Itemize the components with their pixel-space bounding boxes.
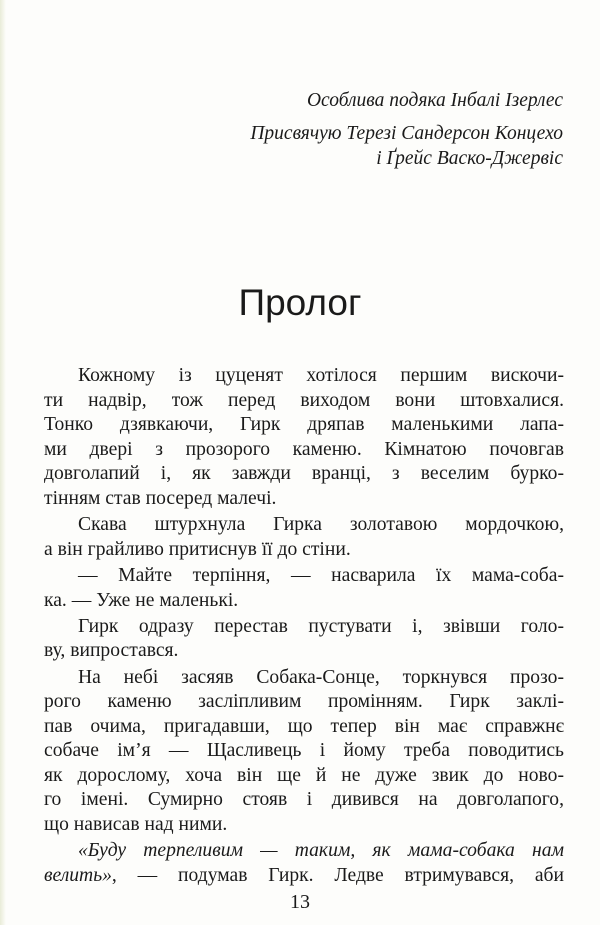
text-line: [44, 864, 564, 889]
text-line: [44, 538, 564, 563]
text-line: [44, 615, 564, 640]
dedication-line-2: і Ґрейс Васко-Джервіс: [376, 148, 563, 169]
line-text: тінням став посеред малечі.: [44, 487, 277, 509]
line-text: На небі засяяв Собака-Сонце, торкнувся прозо-: [78, 666, 564, 688]
dedication-thanks: Особлива подяка Інбалі Ізерлес: [306, 90, 563, 111]
dedication-line-1: Присвячую Терезі Сандерсон Концехо: [250, 123, 563, 144]
text-line: [44, 666, 564, 691]
line-text: Кожному із цуценят хотілося першим вискочи-: [78, 365, 564, 386]
text-line: [44, 764, 564, 789]
chapter-title: Пролог: [238, 282, 362, 323]
page-number: 13: [290, 891, 310, 913]
text-line: [44, 589, 564, 614]
text-line: [44, 839, 564, 864]
line-text: пав очима, пригадавши, що тепер він має справжнє: [44, 715, 564, 737]
line-text: собаче ім’я — Щасливець і йому треба поводитись: [44, 740, 564, 762]
text-line: [44, 788, 564, 813]
body-text: [44, 364, 564, 888]
line-text: — Майте терпіння, — насварила їх мама-соба-: [78, 564, 564, 586]
line-text: довголапий і, як завжди вранці, з веселим бурко-: [44, 463, 564, 485]
text-line: [44, 715, 564, 740]
line-text: Тонко дзявкаючи, Гирк дряпав маленькими лапа-: [44, 414, 564, 436]
text-line: [44, 564, 564, 589]
text-line: [44, 389, 564, 414]
text-line: [44, 813, 564, 838]
page-edge: [0, 0, 6, 925]
line-text: рого каменю засліпливим промінням. Гирк заклі-: [44, 691, 564, 713]
line-text: ву, випростався.: [44, 640, 179, 662]
text-line: [44, 438, 564, 463]
line-text: як дорослому, хоча він ще й не дуже звик до ново-: [44, 764, 564, 786]
text-line: [44, 413, 564, 438]
text-line: [44, 364, 564, 389]
line-text: ми двері з прозорого каменю. Кімнатою почовгав: [44, 438, 564, 460]
line-text: ка. — Уже не маленькі.: [44, 589, 239, 611]
line-text: Гирк одразу перестав пустувати і, звівши голо-: [78, 615, 564, 637]
line-text: а він грайливо притиснув її до стіни.: [44, 538, 351, 560]
text-line: [44, 462, 564, 487]
line-text: Скава штурхнула Гирка золотавою мордочкою,: [78, 514, 564, 536]
text-line: [44, 639, 564, 664]
italic-text: велить»: [44, 864, 112, 886]
line-text: що нависав над ними.: [44, 814, 228, 836]
line-text: , — подумав Гирк. Ледве втримувався, аби: [111, 864, 564, 886]
text-line: [44, 487, 564, 512]
text-line: [44, 513, 564, 538]
line-text: ти надвір, тож перед виходом вони штовхалися.: [44, 389, 564, 411]
text-line: [44, 690, 564, 715]
italic-text: «Буду терпеливим — таким, як мама-собака нам: [78, 840, 564, 862]
line-text: го імені. Сумирно стояв і дивився на довголапого,: [44, 789, 564, 811]
text-line: [44, 739, 564, 764]
